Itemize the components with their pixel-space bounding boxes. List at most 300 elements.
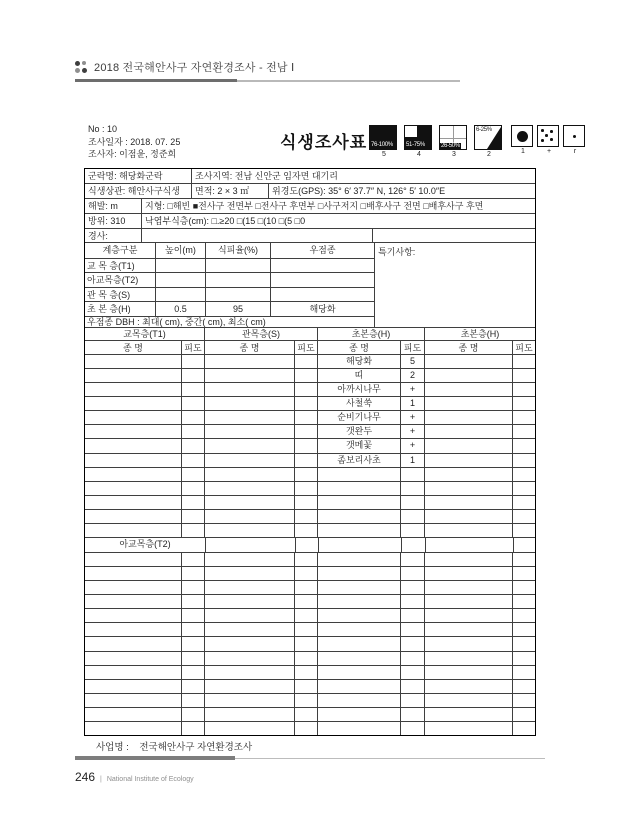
species-cover-cell [400,595,424,608]
species-name-cell [424,708,512,721]
species-cover-cell [181,652,204,665]
legend-scale-value: 3 [452,151,456,158]
litter-layer-checkboxes: 낙엽부식층(cm): □.≥20 □(15 □(10 □(5 □0 [141,214,535,228]
notes-cell: 특기사항: [374,243,535,327]
legend-item-2 [474,125,504,159]
species-cover-cell: + [400,411,424,424]
species-cover-cell [294,567,317,580]
species-name-cell [85,680,181,693]
species-name-cell [424,666,512,679]
species-row [85,424,535,438]
subcol-cover: 피도 [181,341,204,354]
legend-item-4 [404,125,434,159]
species-cover-cell [181,411,204,424]
species-cover-cell [512,708,535,721]
layer-height [155,259,205,272]
species-cover-cell [295,538,318,551]
species-row [85,608,535,622]
layer-summary-block [85,242,535,327]
surveyors: 조사자: 이점윤, 정준희 [88,149,177,159]
footer-separator: | [100,776,102,783]
species-name-cell [204,369,294,382]
species-name-cell [85,595,181,608]
species-name-cell [204,397,294,410]
species-cover-cell [400,581,424,594]
species-name-cell: 사철쑥 [317,397,400,410]
species-name-cell [204,567,294,580]
legend-range-label: 26-50% [441,143,460,149]
species-name-cell [317,722,400,735]
species-cover-cell [294,468,317,481]
layer-header-row [85,243,374,258]
species-name-cell [204,694,294,707]
species-cover-cell [294,595,317,608]
species-cover-cell [294,482,317,495]
species-group-header [85,327,535,340]
form-title: 식생조사표 [280,133,368,152]
species-name-cell [424,439,512,452]
species-name-cell [85,722,181,735]
species-cover-cell [181,355,204,368]
species-name-cell [204,439,294,452]
species-name-cell: 해당화 [317,355,400,368]
species-cover-cell [294,369,317,382]
species-cover-cell [181,553,204,566]
legend-box-6-25-icon [474,125,502,150]
layer-row-h [85,301,374,315]
species-name-cell [204,708,294,721]
species-cover-cell: 5 [400,355,424,368]
species-name-cell [85,623,181,636]
legend-box-26-50-icon [439,125,467,150]
species-name-cell [424,524,512,537]
species-cover-cell [181,567,204,580]
row-slope [85,228,535,242]
species-row [85,467,535,481]
species-cover-cell [294,510,317,523]
species-name-cell: 띠 [317,369,400,382]
species-name-cell [317,595,400,608]
species-cover-cell: + [400,439,424,452]
species-name-cell [424,694,512,707]
species-name-cell [204,355,294,368]
four-dots-icon [75,61,87,73]
species-cover-cell [294,383,317,396]
subcol-name: 종 명 [424,341,512,354]
species-name-cell [85,609,181,622]
species-cover-cell [400,680,424,693]
species-row [85,382,535,396]
col-layer: 계층구분 [102,245,138,255]
species-cover-cell [181,623,204,636]
species-name-cell [204,454,294,467]
doc-no: No : 10 [88,124,118,134]
legend-item-3 [439,125,469,159]
single-dot-icon [563,125,585,147]
survey-date: 조사일자 : 2018. 07. 25 [88,136,181,147]
species-cover-cell [294,652,317,665]
species-sub-header [85,340,535,354]
species-cover-cell [294,454,317,467]
species-cover-cell [181,722,204,735]
gps-coordinates: 위경도(GPS): 35° 6′ 37.7″ N, 126° 5′ 10.0″E [268,184,535,198]
legend-item-1 [511,125,535,156]
species-cover-cell [400,623,424,636]
species-cover-cell [512,623,535,636]
species-name-cell [424,637,512,650]
species-cover-cell [181,369,204,382]
species-row [85,495,535,509]
species-name-cell [204,425,294,438]
subcol-name: 종 명 [123,342,143,353]
species-name-cell [204,609,294,622]
header-rule-light [237,80,460,82]
species-name-cell [85,397,181,410]
layer-name: 초 본 층(H) [87,304,131,315]
species-name-cell [204,652,294,665]
species-cover-cell [400,652,424,665]
species-cover-cell [181,666,204,679]
species-name-cell [424,496,512,509]
row-community [85,169,535,183]
species-cover-cell [512,425,535,438]
species-name-cell [85,383,181,396]
species-name-cell [204,666,294,679]
layer-cover [205,273,270,286]
species-cover-cell [400,553,424,566]
layer-name: 교 목 층(T1) [87,261,135,271]
species-cover-cell [512,383,535,396]
species-cover-cell [181,468,204,481]
species-row [85,453,535,467]
layer-height [155,273,205,286]
species-row [85,410,535,424]
layer-row-s [85,287,374,301]
species-row [85,368,535,382]
species-cover-cell [513,538,535,551]
layer-cover: 95 [205,302,270,315]
species-row [85,665,535,679]
legend-scale-value: 5 [382,151,386,158]
species-row [85,396,535,410]
filled-circle-icon [511,125,533,147]
species-cover-cell: 1 [400,454,424,467]
species-name-cell [317,496,400,509]
group-h2-header: 초본층(H) [424,328,535,340]
species-name-cell: 갯완두 [317,425,400,438]
species-row [85,707,535,721]
legend-scale-value: 4 [417,151,421,158]
species-cover-cell [294,496,317,509]
species-cover-cell [400,468,424,481]
layer-row-t1 [85,258,374,272]
layer-name: 관 목 층(S) [87,289,131,300]
species-name-cell [204,468,294,481]
plot-area: 면적: 2 × 3 ㎡ [191,184,268,198]
species-cover-cell [400,482,424,495]
species-cover-cell [512,510,535,523]
legend-item-r [563,125,587,156]
species-cover-cell [400,609,424,622]
species-name-cell [85,652,181,665]
species-name-cell [85,567,181,580]
species-row [85,651,535,665]
species-cover-cell [294,524,317,537]
community-name: 군락명: 해당화군락 [88,171,163,181]
species-name-cell [85,553,181,566]
species-name-cell [424,581,512,594]
species-name-cell [204,623,294,636]
species-name-cell [317,553,400,566]
species-cover-cell [512,694,535,707]
species-name-cell [317,510,400,523]
species-cover-cell [400,637,424,650]
layer-row-t2 [85,272,374,286]
species-cover-cell [512,666,535,679]
species-rows [85,354,535,736]
row-elevation-topography [85,198,535,213]
species-cover-cell [294,581,317,594]
species-cover-cell [512,355,535,368]
species-name-cell [425,538,513,551]
legend-box-51-75-icon [404,125,432,150]
species-cover-cell [400,694,424,707]
species-name-cell [204,510,294,523]
legend-item-5 [369,125,399,159]
group-s-header: 관목층(S) [204,328,317,340]
species-cover-cell [181,454,204,467]
species-row [85,594,535,608]
species-name-cell [85,708,181,721]
species-row [85,721,535,735]
legend-scale-value: 1 [521,148,525,155]
species-name-cell [424,623,512,636]
species-cover-cell [512,722,535,735]
vegetation-survey-form [84,168,536,736]
species-name-cell [424,553,512,566]
species-cover-cell [512,581,535,594]
species-cover-cell: + [400,425,424,438]
species-row [85,509,535,523]
layer-dominant: 해당화 [270,302,374,315]
layer-summary-table [85,243,374,327]
species-name-cell: 좀보리사초 [317,454,400,467]
species-name-cell [424,397,512,410]
species-name-cell [85,355,181,368]
footer-rule-light [235,758,545,760]
footer-rule-dark [75,756,235,760]
scattered-dots-icon [537,125,559,147]
col-height: 높이(m) [155,243,205,258]
topography-checkboxes: 지형: □해빈 ■전사구 전면부 □전사구 후면부 □사구저지 □배후사구 전면 □배후사구 후면 [141,199,535,213]
species-name-cell [85,666,181,679]
page-number: 246 [75,770,96,784]
species-name-cell [204,581,294,594]
species-cover-cell [512,496,535,509]
species-name-cell [85,369,181,382]
species-name-cell [85,454,181,467]
footer-org: National Institute of Ecology [106,776,194,783]
layer-height [155,288,205,301]
page-header [75,59,294,75]
species-cover-cell [512,468,535,481]
species-name-cell [204,496,294,509]
layer-name: 아교목층(T2) [87,275,139,286]
layer-dominant [270,273,374,286]
species-row [85,537,535,551]
species-name-cell [424,567,512,580]
species-name-cell [85,482,181,495]
species-name-cell [204,482,294,495]
subcol-cover: 피도 [400,341,424,354]
species-cover-cell [181,694,204,707]
species-cover-cell [512,454,535,467]
species-name-cell [424,425,512,438]
species-row [85,481,535,495]
species-name-cell [424,482,512,495]
species-name-cell [317,708,400,721]
species-name-cell [204,722,294,735]
species-cover-cell [400,722,424,735]
species-cover-cell [400,510,424,523]
species-cover-cell [294,637,317,650]
species-cover-cell [181,680,204,693]
species-name-cell [85,637,181,650]
row-aspect-litter [85,213,535,228]
subcol-name: 종 명 [204,341,294,354]
species-name-cell [85,510,181,523]
species-cover-cell [400,666,424,679]
legend-range-label: 51-75% [406,142,425,148]
species-name-cell [317,680,400,693]
legend-symbol-group [511,125,587,156]
species-cover-cell [181,595,204,608]
species-cover-cell [512,369,535,382]
species-name-cell [85,411,181,424]
report-title: 2018 전국해안사구 자연환경조사 - 전남 Ⅰ [94,62,295,74]
species-row [85,693,535,707]
species-cover-cell [294,425,317,438]
species-name-cell [424,454,512,467]
species-cover-cell [294,609,317,622]
species-name-cell [317,581,400,594]
species-name-cell [85,425,181,438]
species-name-cell: 갯메꽃 [317,439,400,452]
slope-value-cell [141,229,372,242]
species-row [85,438,535,452]
group-h1-header: 초본층(H) [317,328,424,340]
species-name-cell [204,595,294,608]
col-dominant: 우점종 [270,243,374,258]
species-name-cell [204,383,294,396]
species-name-cell [424,411,512,424]
elevation: 해발: m [88,201,118,211]
legend-range-label: 76-100% [371,142,393,148]
species-cover-cell [294,666,317,679]
species-name-cell [317,468,400,481]
layer-dominant [270,259,374,272]
header-rule-dark [75,79,237,82]
cover-scale-legend [369,125,587,159]
species-row [85,552,535,566]
species-name-cell [424,722,512,735]
species-cover-cell [294,708,317,721]
species-name-cell [317,609,400,622]
legend-scale-value: 2 [487,151,491,158]
legend-item-plus [537,125,561,156]
species-name-cell [85,581,181,594]
doc-info-block [88,123,180,161]
species-cover-cell [181,510,204,523]
page-footer [75,770,194,784]
species-row [85,679,535,693]
species-cover-cell [294,397,317,410]
species-name-cell [424,369,512,382]
species-cover-cell [512,482,535,495]
layer-cover [205,259,270,272]
species-cover-cell [294,439,317,452]
slope-right-cell [372,229,535,242]
survey-location: 조사지역: 전남 신안군 임자면 대기리 [191,169,535,183]
species-name-cell [424,383,512,396]
species-name-cell [317,567,400,580]
species-name-cell [424,595,512,608]
species-cover-cell [512,609,535,622]
species-name-cell [204,680,294,693]
species-cover-cell [181,581,204,594]
species-name-cell [85,496,181,509]
species-row [85,354,535,368]
aspect: 방위: 310 [88,216,126,226]
species-cover-cell [512,680,535,693]
species-row [85,636,535,650]
species-cover-cell [181,482,204,495]
species-cover-cell [401,538,425,551]
species-cover-cell [181,496,204,509]
species-cover-cell [181,637,204,650]
layer-dominant [270,288,374,301]
species-name-cell [204,553,294,566]
subcol-cover: 피도 [512,341,535,354]
species-name-cell [85,694,181,707]
species-cover-cell [294,553,317,566]
species-name-cell: 순비기나무 [317,411,400,424]
species-name-cell [317,482,400,495]
species-cover-cell [294,694,317,707]
subcol-name: 종 명 [317,341,400,354]
species-name-cell [85,524,181,537]
layer-height: 0.5 [155,302,205,315]
species-name-cell: 아까시나무 [317,383,400,396]
species-name-cell [318,538,401,551]
species-cover-cell [512,397,535,410]
species-name-cell [317,623,400,636]
species-cover-cell [294,355,317,368]
species-row [85,622,535,636]
species-name-cell [424,468,512,481]
species-cover-cell [400,524,424,537]
species-name-cell [424,609,512,622]
species-cover-cell [181,439,204,452]
group-t1-header: 교목층(T1) [123,328,166,339]
species-name-cell [317,524,400,537]
species-cover-cell [294,623,317,636]
species-cover-cell [294,411,317,424]
species-cover-cell [181,425,204,438]
species-name-cell [85,468,181,481]
species-row [85,566,535,580]
species-cover-cell [181,708,204,721]
